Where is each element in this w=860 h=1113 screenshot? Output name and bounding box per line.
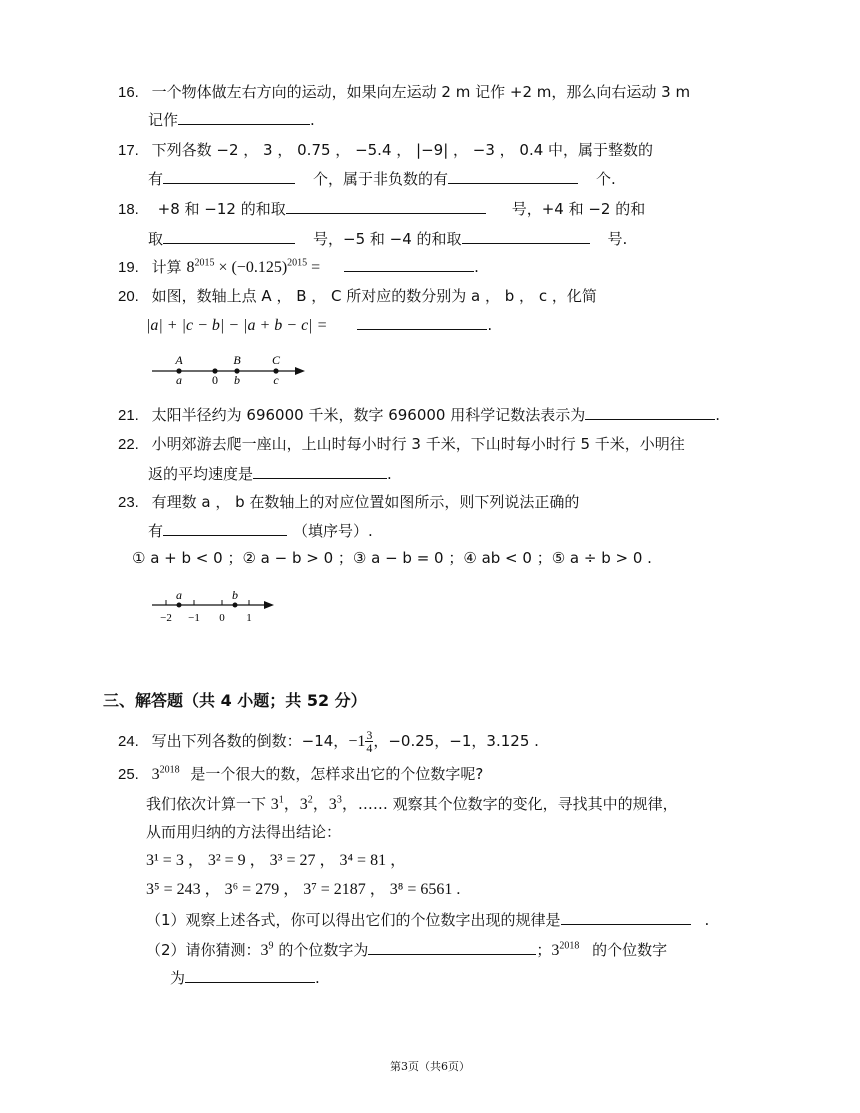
tick-label-1: 1 xyxy=(246,612,252,624)
question-text: 记作 xyxy=(148,111,179,129)
point-b xyxy=(233,603,238,608)
question-text: 号. xyxy=(607,230,628,248)
question-23-line-1 xyxy=(118,492,579,513)
question-16-line-1 xyxy=(118,82,690,103)
question-17-line-1 xyxy=(118,140,653,161)
question-text: 下列各数 −2 ， 3 ， 0.75 ， −5.4 ， |−9| ， −3 ， 0.4 中，属于整数的 xyxy=(151,141,654,159)
question-25-sub-2-line-2 xyxy=(170,967,320,988)
math-row: 3⁵ = 243 ， 3⁶ = 279 ， 3⁷ = 2187 ， 3⁸ = 6561 . xyxy=(146,881,461,898)
question-23-options xyxy=(132,548,652,568)
question-text: 的个位数字 xyxy=(587,941,668,959)
question-number: 19. xyxy=(118,259,139,276)
math-base: 3 xyxy=(151,766,160,783)
question-text: 计算 xyxy=(151,258,182,276)
tick-label--1: −1 xyxy=(188,612,200,624)
label-0: 0 xyxy=(212,373,218,387)
label-c: c xyxy=(273,373,279,387)
punctuation: . xyxy=(487,316,493,334)
punctuation: . xyxy=(315,969,320,987)
section-title: 三、解答题（共 4 小题；共 52 分） xyxy=(103,691,367,710)
answer-blank[interactable] xyxy=(253,463,387,479)
answer-blank[interactable] xyxy=(286,198,486,214)
question-25-line-3 xyxy=(146,822,341,842)
question-number: 18. xyxy=(118,201,139,218)
question-25-row-2 xyxy=(146,880,460,900)
question-25-line-1 xyxy=(118,764,483,785)
question-text: …… 观察其个位数字的变化，寻找其中的规律， xyxy=(357,795,678,813)
question-text: 个，属于非负数的有 xyxy=(313,170,449,188)
axis-arrow xyxy=(264,601,274,609)
question-number: 21. xyxy=(118,407,139,424)
question-18-line-2 xyxy=(148,228,627,249)
punctuation: . xyxy=(310,111,315,129)
question-number: 23. xyxy=(118,494,139,511)
math-exponent: 2015 xyxy=(194,257,215,269)
question-24 xyxy=(118,729,539,754)
question-number: 24. xyxy=(118,733,139,750)
label-b: b xyxy=(232,588,238,602)
question-22-line-1 xyxy=(118,434,685,455)
answer-blank[interactable] xyxy=(462,228,590,244)
math-base: 8 xyxy=(186,259,195,276)
punctuation: . xyxy=(387,465,392,483)
page-footer: 第3页（共6页） xyxy=(390,1060,470,1073)
answer-blank[interactable] xyxy=(163,228,295,244)
math-exponent: 2018 xyxy=(159,764,180,776)
question-23-line-2 xyxy=(148,520,373,541)
question-number: 17. xyxy=(118,142,139,159)
question-25-line-2: 我们依次计算一下 $3^1$，$3^2$，$3^3$，…… 观察其个位数字的变化，寻找其中的规律， xyxy=(146,794,678,813)
label-a: a xyxy=(176,373,182,387)
question-18-line-1 xyxy=(118,198,645,220)
question-20-line-2 xyxy=(146,314,492,336)
answer-blank[interactable] xyxy=(163,168,295,184)
question-text: +8 和 −12 的和取 xyxy=(157,200,286,218)
question-17-line-2 xyxy=(148,168,616,189)
answer-blank[interactable] xyxy=(368,939,536,955)
fraction-numerator: 3 xyxy=(366,728,373,742)
answer-blank[interactable] xyxy=(448,168,578,184)
question-text: 有理数 a ， b 在数轴上的对应位置如图所示，则下列说法正确的 xyxy=(151,493,580,511)
answer-blank[interactable] xyxy=(357,314,487,330)
punctuation: . xyxy=(704,911,710,929)
question-text: 为 xyxy=(170,969,186,987)
math-expression: |a| + |c − b| − |a + b − c| = xyxy=(146,317,328,334)
answer-options: ① a + b < 0 ；② a − b > 0 ；③ a − b = 0 ；④ ab < 0 ；⑤ a ÷ b > 0 . xyxy=(132,549,652,567)
label-a: a xyxy=(176,588,182,602)
math-exponent: 9 xyxy=(268,940,274,952)
question-text: 有 xyxy=(148,170,164,188)
math-expression: × (−0.125) xyxy=(214,259,288,276)
tick-label-0: 0 xyxy=(219,612,225,624)
question-25-sub-2: （2）请你猜测：$3^9$ 的个位数字为 ；$3^{2018}$ 的个位数字 xyxy=(146,940,668,959)
question-text: 的个位数字为 xyxy=(273,941,369,959)
mixed-number-whole: −1 xyxy=(348,733,366,750)
label-A: A xyxy=(175,353,183,367)
question-16-line-2 xyxy=(148,109,315,130)
answer-blank[interactable] xyxy=(185,967,315,983)
question-text: 号，−5 和 −4 的和取 xyxy=(313,230,462,248)
question-text: ，−0.25，−1，3.125 . xyxy=(373,732,539,750)
math-exponent: 2015 xyxy=(287,257,308,269)
answer-blank[interactable] xyxy=(585,404,715,420)
question-20-line-1 xyxy=(118,286,597,307)
question-number: 22. xyxy=(118,436,139,453)
tick-label--2: −2 xyxy=(160,612,172,624)
punctuation: . xyxy=(715,406,721,424)
question-text: （1）观察上述各式，你可以得出它们的个位数字出现的规律是 xyxy=(146,911,561,929)
question-text: 我们依次计算一下 xyxy=(146,795,271,813)
question-text: 返的平均速度是 xyxy=(148,465,254,483)
math-equals: = xyxy=(307,259,321,276)
question-text: 取 xyxy=(148,230,164,248)
question-text: 是一个很大的数，怎样求出它的个位数字呢? xyxy=(185,765,484,783)
question-text: 太阳半径约为 696000 千米，数字 696000 用科学记数法表示为 xyxy=(151,406,586,424)
label-B: B xyxy=(233,353,241,367)
question-number: 25. xyxy=(118,766,139,783)
question-text: 如图，数轴上点 A ， B ， C 所对应的数分别为 a ， b ， c ，化简 xyxy=(151,287,597,305)
question-text: 从而用归纳的方法得出结论： xyxy=(146,823,342,841)
question-19 xyxy=(118,256,479,278)
punctuation: ； xyxy=(536,941,552,959)
punctuation: . xyxy=(474,258,479,276)
question-text: 一个物体做左右方向的运动，如果向左运动 2 m 记作 +2 m，那么向右运动 3 m xyxy=(151,83,691,101)
question-25-sub-1 xyxy=(146,909,709,930)
fraction-denominator: 4 xyxy=(366,741,373,755)
question-22-line-2 xyxy=(148,463,392,484)
question-text: 写出下列各数的倒数：−14， xyxy=(151,732,349,750)
math-row: 3¹ = 3 ， 3² = 9 ， 3³ = 27 ， 3⁴ = 81 ， xyxy=(146,852,407,869)
label-C: C xyxy=(271,353,281,367)
answer-blank[interactable] xyxy=(163,520,287,536)
question-text: （填序号）. xyxy=(293,522,373,540)
answer-blank[interactable] xyxy=(344,256,474,272)
label-b: b xyxy=(234,373,240,387)
number-line-q23 xyxy=(148,588,283,628)
math-exponent: 2018 xyxy=(559,940,580,952)
answer-blank[interactable] xyxy=(178,109,310,125)
axis-arrow xyxy=(295,367,305,375)
question-25-row-1 xyxy=(146,851,406,871)
question-text: 有 xyxy=(148,522,164,540)
number-line-q20 xyxy=(148,350,313,390)
question-text: 号，+4 和 −2 的和 xyxy=(511,200,646,218)
question-21 xyxy=(118,404,720,426)
question-text: 个. xyxy=(596,170,616,188)
point-a xyxy=(177,603,182,608)
question-text: （2）请你猜测： xyxy=(146,941,261,959)
question-number: 16. xyxy=(118,84,139,101)
question-text: 小明郊游去爬一座山，上山时每小时行 3 千米，下山时每小时行 5 千米，小明往 xyxy=(151,435,685,453)
answer-blank[interactable] xyxy=(561,909,691,925)
question-number: 20. xyxy=(118,288,139,305)
